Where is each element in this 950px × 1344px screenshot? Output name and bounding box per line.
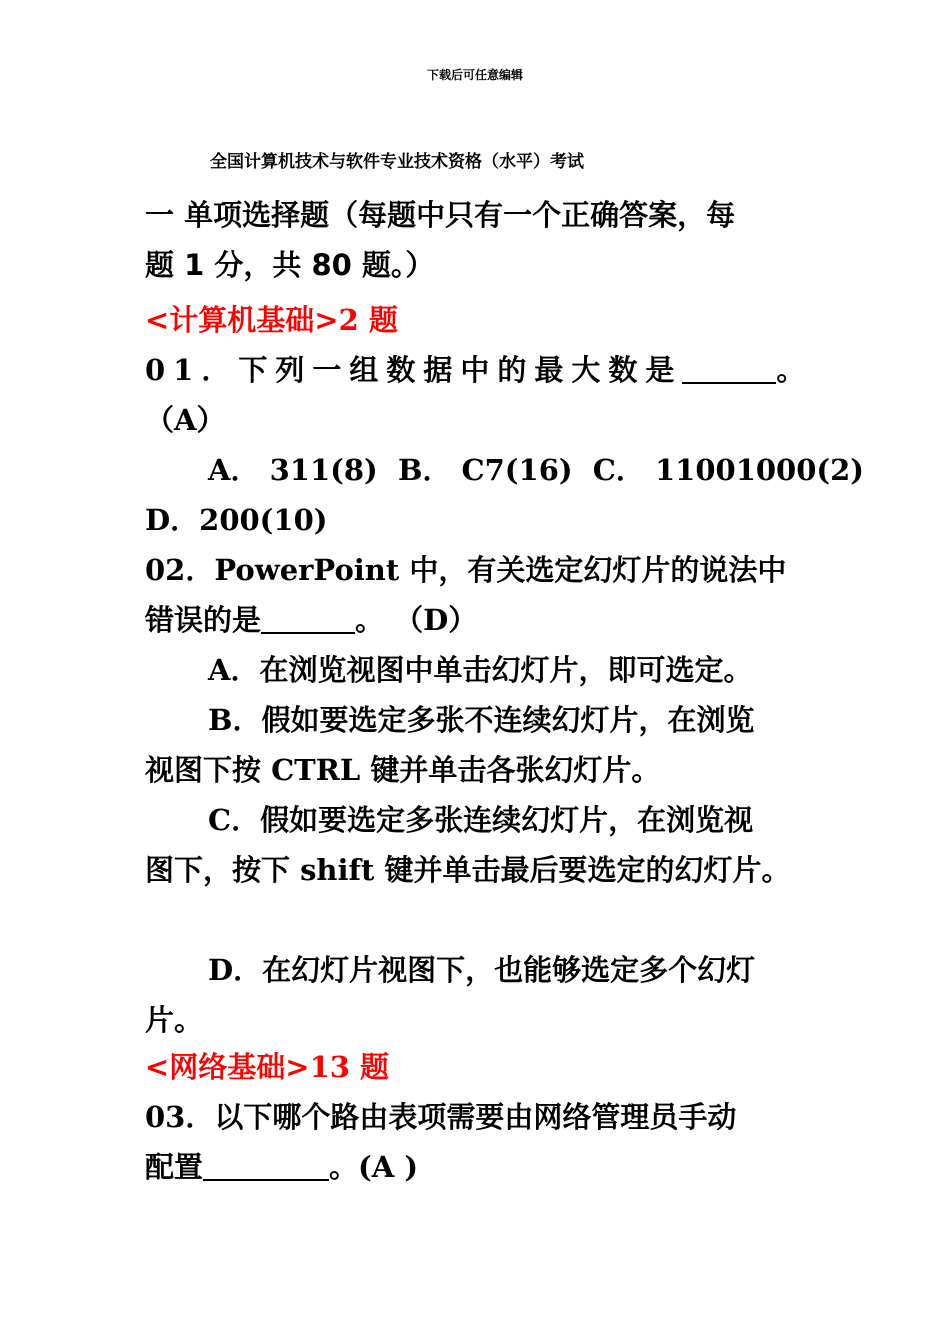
category-heading-computer-basics: <计算机基础>2 题	[145, 303, 398, 337]
question-02-option-d-line-1: D．在幻灯片视图下，也能够选定多个幻灯	[208, 953, 756, 987]
question-01-stem-text: 01．下列一组数据中的最大数是	[145, 353, 683, 387]
question-01-answer: （A）	[145, 403, 226, 437]
question-01-stem	[145, 353, 813, 388]
question-01-options-line-2: D．200(10)	[145, 503, 328, 537]
category-heading-network-basics: <网络基础>13 题	[145, 1050, 390, 1084]
question-02-option-c-line-2: 图下，按下 shift 键并单击最后要选定的幻灯片。	[145, 853, 791, 887]
question-02-option-b-line-2: 视图下按 CTRL 键并单击各张幻灯片。	[145, 753, 661, 787]
question-02-stem-text: 错误的是	[145, 603, 262, 637]
section-heading-line-2: 题 1 分，共 80 题。）	[145, 248, 435, 282]
answer-blank	[203, 1150, 329, 1181]
question-01-options-line-1: A． 311(8) B． C7(16) C． 11001000(2)	[208, 453, 865, 487]
question-02-stem-line-2	[145, 603, 477, 638]
exam-title: 全国计算机技术与软件专业技术资格（水平）考试	[210, 152, 584, 172]
question-02-option-c-line-1: C．假如要选定多张连续幻灯片，在浏览视	[208, 803, 754, 837]
answer-blank	[261, 603, 355, 634]
question-02-option-b-line-1: B．假如要选定多张不连续幻灯片，在浏览	[208, 703, 755, 737]
answer-blank	[682, 353, 776, 384]
question-03-stem-line-1: 03．以下哪个路由表项需要由网络管理员手动	[145, 1100, 737, 1134]
question-03-stem-line-2	[145, 1150, 418, 1185]
header-note: 下载后可任意编辑	[426, 68, 523, 82]
question-01-stem-end: 。	[776, 353, 814, 387]
question-02-option-a: A．在浏览视图中单击幻灯片，即可选定。	[208, 653, 753, 687]
question-02-stem-end: 。 （D）	[355, 603, 478, 637]
section-heading-line-1: 一 单项选择题（每题中只有一个正确答案，每	[145, 198, 736, 232]
question-02-option-d-line-2: 片。	[145, 1003, 204, 1037]
question-02-stem-line-1: 02．PowerPoint 中，有关选定幻灯片的说法中	[145, 553, 787, 587]
question-03-stem-end: 。(A )	[329, 1150, 419, 1184]
question-03-stem-text: 配置	[145, 1150, 204, 1184]
